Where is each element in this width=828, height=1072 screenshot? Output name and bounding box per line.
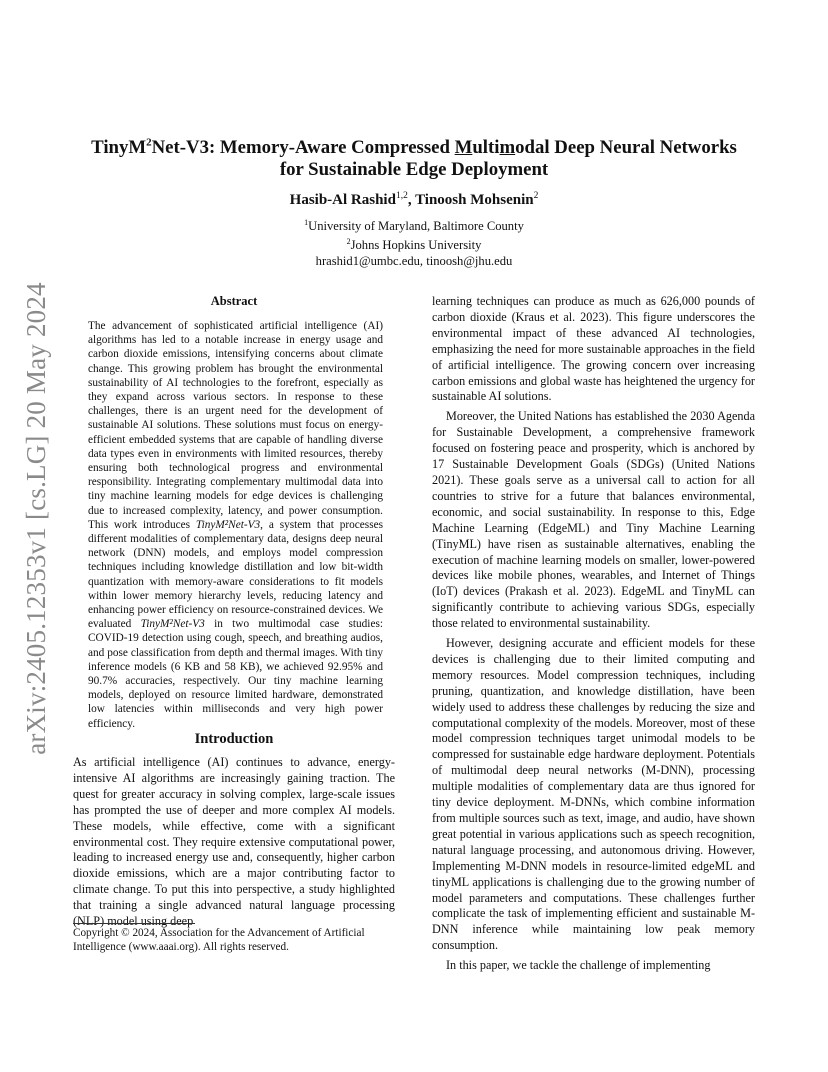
author-emails: hrashid1@umbc.edu, tinoosh@jhu.edu: [315, 254, 513, 269]
author-affiliation-mark: 2: [533, 191, 539, 201]
system-name: TinyM²Net-V3: [195, 518, 261, 531]
copyright-footnote: Copyright © 2024, Association for the Advancement of Artificial Intelligence (www.aaai.org). All rights reserved.: [73, 927, 365, 953]
body-paragraph: However, designing accurate and efficient models for these devices is challenging due to their limited computing and memory resources. Model compression techniques, including pruning, quantization, and knowledge distillation, have been widely used to address these challenges by reducing the size and computational complexity of the models. Moreover, most of these model compression techniques target unimodal models to be compressed for sustainable edge hardware deployment. Potentials of multimodal deep neural networks (M-DNN), processing multiple modalities of complementary data are thus ignored for tiny device deployment. M-DNNs, which combine information from multiple sources such as text, image, and audio, have shown great potential in various applications such as speech recognition, natural language processing, and autonomous driving. However, Implementing M-DNN models in resource-limited edgeML and tinyML applications is challenging due to the growing number of model parameters and computations. These challenges further complicate the task of implementing efficient and sustainable M-DNN inference while maintaining low peak memory consumption.: [432, 636, 755, 953]
author-name: Hasib-Al Rashid: [289, 192, 396, 208]
author-list: Hasib-Al Rashid$^{1,2}$, Tinoosh Mohsenin$^2$: [289, 191, 539, 208]
title-line-1: TinyM$^2$Net-V3: Memory-Aware Compressed Multimodal Deep Neural Networks: [91, 137, 737, 159]
abstract-heading: Abstract: [210, 294, 258, 308]
title-line-2: for Sustainable Edge Deployment: [279, 159, 549, 181]
body-paragraph: Moreover, the United Nations has established the 2030 Agenda for Sustainable Development, a comprehensive framework focused on fostering peace and prosperity, which is anchored by 17 Sustainable Development Goals (SDGs) (United Nations 2021). These goals serve as a universal call to action for all countries to strive for a future that balances environmental, economic, and social sustainability. In response to this, Edge Machine Learning (EdgeML) and Tiny Machine Learning (TinyML) have risen as sustainable alternatives, enabling the execution of machine learning models on smaller, lower-powered devices like mobile phones, wearables, and Internet of Things (IoT) devices (Prakash et al. 2023). EdgeML and TinyML can significantly contribute to achieving various SDGs, especially those related to environmental sustainability.: [432, 409, 755, 631]
arxiv-identifier-stamp: [14, 278, 58, 758]
arxiv-identifier-text: arXiv:2405.12353v1 [cs.LG] 20 May 2024: [20, 281, 51, 755]
abstract-body: The advancement of sophisticated artificial intelligence (AI) algorithms has led to a notable increase in energy usage and carbon dioxide emissions, intensifying concerns about climate change. This growing problem has brought the environmental sustainability of AI technologies to the forefront, especially as they expand across various sectors. In response to these challenges, there is an urgent need for the development of sustainable AI solutions. These solutions must focus on energy-efficient embedded systems that are capable of handling diverse data types even in environments with limited resources, thereby ensuring both technological progress and environmental responsibility. Integrating complementary multimodal data into tiny machine learning models for edge devices is challenging due to increased complexity, latency, and power consumption. This work introduces TinyM²Net-V3, a system that processes different modalities of complementary data, designs deep neural network (DNN) models, and employs model compression techniques including knowledge distillation and low bit-width quantization with memory-aware considerations to fit models within lower memory hierarchy levels, reducing latency and enhancing power efficiency on resource-constrained devices. We evaluated TinyM²Net-V3 in two multimodal case studies: COVID-19 detection using cough, speech, and breathing audios, and pose classification from depth and thermal images. With tiny inference models (6 KB and 58 KB), we achieved 92.95% and 90.7% accuracies, respectively. Our tiny machine learning models, deployed on resource limited hardware, demonstrated low latencies within milliseconds and very high power efficiency.: [88, 320, 383, 730]
introduction-heading: Introduction: [194, 731, 274, 747]
system-name: TinyM²Net-V3: [140, 618, 205, 631]
right-column: [432, 294, 755, 978]
author-affiliation-mark: 1,2: [395, 191, 408, 201]
body-paragraph: In this paper, we tackle the challenge of implementing: [446, 958, 711, 973]
body-paragraph: learning techniques can produce as much as 626,000 pounds of carbon dioxide (Kraus et al. 2023). This figure underscores the environmental impact of these advanced AI technologies, emphasizing the need for more sustainable approaches in the field of artificial intelligence. The growing concern over increasing carbon emissions and global waste has heightened the urgency for sustainable AI solutions.: [432, 294, 755, 404]
paper-title: [60, 132, 768, 181]
author-name: Tinoosh Mohsenin: [415, 192, 534, 208]
affiliation-line: $^2$Johns Hopkins University: [346, 237, 482, 253]
footnote-divider: [73, 923, 195, 924]
affiliations: [60, 215, 768, 269]
affiliation-line: $^1$University of Maryland, Baltimore County: [304, 218, 524, 234]
introduction-paragraph: As artificial intelligence (AI) continues to advance, energy-intensive AI algorithms are increasingly gaining traction. The quest for greater accuracy in solving complex, large-scale issues has prompted the use of deeper and more complex AI models. These models, while effective, come with a significant environmental cost. They require extensive computational power, leading to increased energy use and, consequently, higher carbon dioxide emissions, which are a major contributing factor to climate change. To put this into perspective, a study highlighted that training a single advanced natural language processing (NLP) model using deep: [73, 755, 395, 929]
